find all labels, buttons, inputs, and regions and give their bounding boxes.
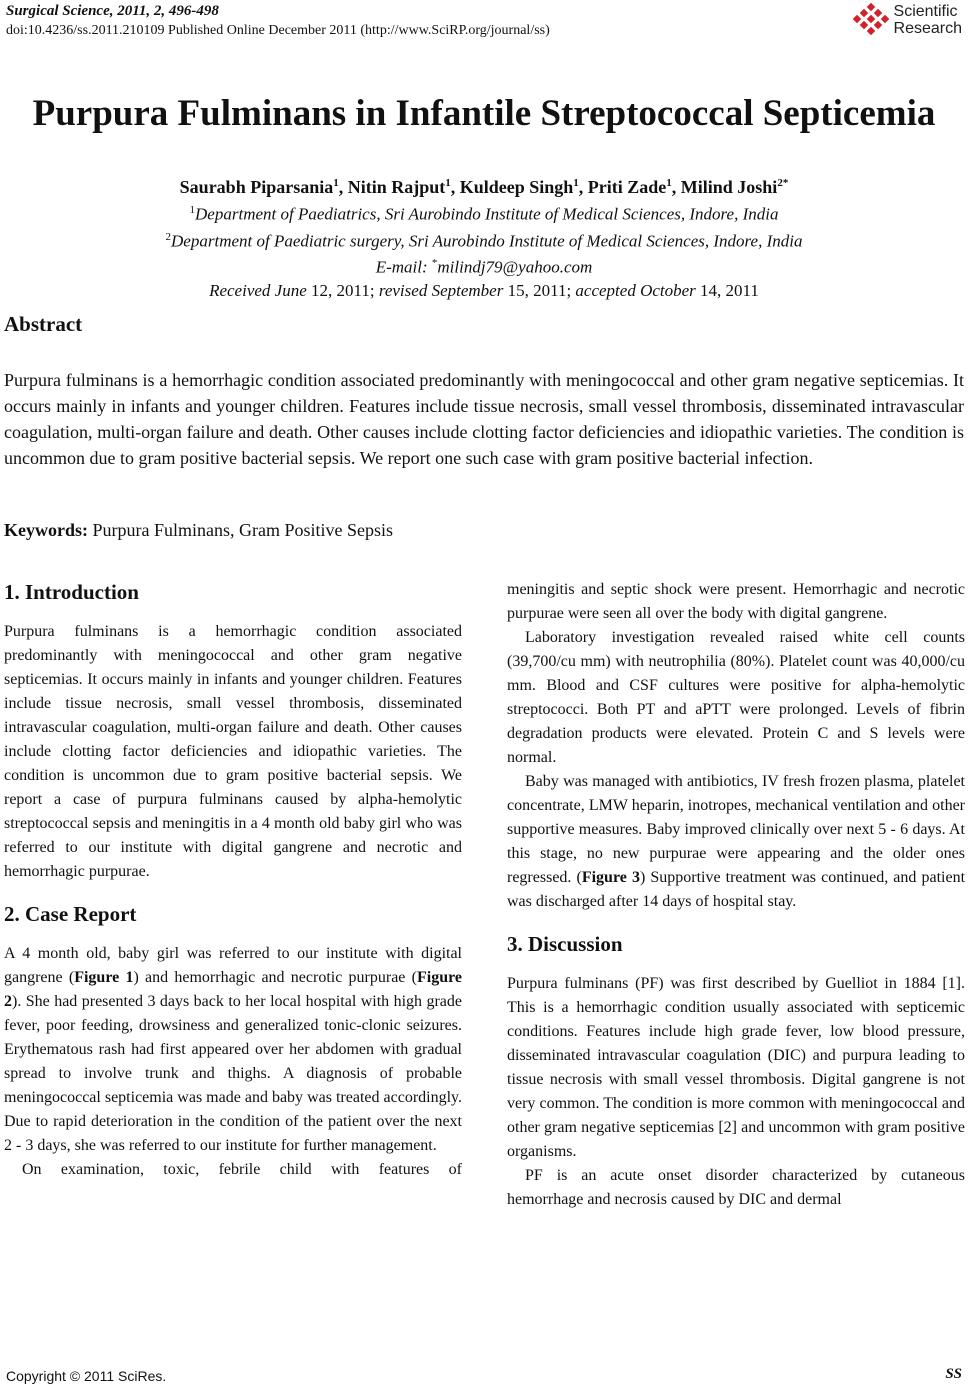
case-report-paragraph-3: Laboratory investigation revealed raised white cell counts (39,700/cu mm) with neutrophilia (80%). Platelet count was 40,000/cu mm. Blood and CSF cultures were positive for alpha-hemolytic streptococci. Both PT and aPTT were prolonged. Levels of fibrin degradation products were elevated. Protein C and S levels were normal. bbox=[507, 629, 965, 766]
keywords-value: Purpura Fulminans, Gram Positive Sepsis bbox=[88, 520, 393, 540]
journal-name: Surgical Science bbox=[6, 3, 110, 19]
footer-journal-abbr: SS bbox=[945, 1366, 962, 1382]
keywords-line bbox=[4, 520, 393, 541]
discussion-paragraph-1: Purpura fulminans (PF) was first described by Guelliot in 1884 [1]. This is a hemorrhagic condition usually associated with septicemic conditions. Features include high grade fever, low blood pressure, disseminated intravascular coagulation (DIC) and purpura leading to tissue necrosis with small vessel thrombosis. Digital gangrene is not very common. The condition is more common with meningococcal and other gram negative septicemias [2] and uncommon with gram positive organisms. bbox=[507, 975, 965, 1160]
introduction-paragraph: Purpura fulminans is a hemorrhagic condition associated predominantly with meningococcal and other gram negative septicemias. It occurs mainly in infants and younger children. Features include tissue necrosis, small vessel thrombosis, disseminated intravascular coagulation, multi-organ failure and death. Other causes include clotting factor deficiencies and idiopathic varieties. The condition is uncommon due to gram positive bacterial sepsis. We report a case of purpura fulminans caused by alpha-hemolytic streptococcal sepsis and meningitis in a 4 month old baby girl who was referred to our institute with digital gangrene and necrotic and hemorrhagic purpurae. bbox=[4, 623, 462, 880]
journal-header bbox=[6, 2, 550, 40]
logo-text bbox=[894, 3, 962, 37]
paper-title: Purpura Fulminans in Infantile Streptococcal Septicemia bbox=[32, 93, 936, 134]
author-1-affil: 1 bbox=[333, 177, 339, 189]
logo-line-2: Research bbox=[893, 20, 962, 37]
author-3: , Kuldeep Singh bbox=[450, 177, 574, 197]
logo-line-1: Scientific bbox=[893, 3, 958, 20]
affiliation-2: $^2$Department of Paediatric surgery, Sri Aurobindo Institute of Medical Sciences, Indore, India bbox=[165, 230, 803, 251]
author-2: , Nitin Rajput bbox=[338, 177, 446, 197]
footer-copyright: Copyright © 2011 SciRes. bbox=[6, 1368, 167, 1384]
case-report-paragraph-1: A 4 month old, baby girl was referred to our institute with digital gangrene (Figure 1) and hemorrhagic and necrotic purpurae (Figure 2). She had presented 3 days back to her local hospital with high grade fever, poor feeding, drowsiness and generalized tonic-clonic seizures. Erythematous rash had first appeared over her abdomen with gradual spread to involve trunk and thighs. A diagnosis of probable meningococcal septicemia was made and baby was treated accordingly. Due to rapid deterioration in the condition of the patient over the next 2 - 3 days, she was referred to our institute for further management. bbox=[4, 945, 462, 1154]
keywords-label: Keywords: bbox=[4, 520, 88, 540]
section-heading-discussion: 3. Discussion bbox=[507, 932, 623, 956]
figure-1-ref[interactable]: Figure 1 bbox=[74, 969, 134, 986]
case-report-paragraph-2-continued: meningitis and septic shock were present. Hemorrhagic and necrotic purpurae were seen all over the body with digital gangrene. bbox=[507, 581, 965, 622]
author-3-affil: 1 bbox=[573, 177, 579, 189]
author-5: , Milind Joshi bbox=[671, 177, 778, 197]
left-column bbox=[4, 578, 462, 1182]
scirp-logo-icon bbox=[850, 2, 890, 38]
doi-line: doi:10.4236/ss.2011.210109 Published Online December 2011 (http://www.SciRP.org/journal/ss) bbox=[6, 23, 550, 38]
author-block bbox=[0, 172, 968, 302]
case-report-paragraph-4: Baby was managed with antibiotics, IV fresh frozen plasma, platelet concentrate, LMW heparin, inotropes, mechanical ventilation and other supportive measures. Baby improved clinically over next 5 - 6 days. At this stage, no new purpurae were appearing and the older ones regressed. (Figure 3) Supportive treatment was continued, and patient was discharged after 14 days of hospital stay. bbox=[507, 773, 966, 910]
right-column bbox=[507, 578, 965, 1212]
discussion-paragraph-2: PF is an acute onset disorder characterized by cutaneous hemorrhage and necrosis caused by DIC and dermal bbox=[507, 1167, 965, 1208]
author-4-affil: 1 bbox=[666, 177, 672, 189]
author-2-affil: 1 bbox=[445, 177, 451, 189]
author-4: , Priti Zade bbox=[578, 177, 667, 197]
case-report-paragraph-2: On examination, toxic, febrile child with features of bbox=[22, 1161, 462, 1178]
email-link[interactable]: milindj79@yahoo.com bbox=[437, 257, 593, 277]
author-1: Saurabh Piparsania bbox=[179, 177, 334, 197]
abstract-heading: Abstract bbox=[4, 312, 83, 336]
figure-2-ref[interactable]: Figure 2 bbox=[4, 969, 462, 1010]
dates-line: Received June 12, 2011; revised September 15, 2011; accepted October 14, 2011 bbox=[209, 280, 759, 300]
affiliation-1: $^1$Department of Paediatrics, Sri Aurobindo Institute of Medical Sciences, Indore, India bbox=[189, 204, 779, 224]
publisher-logo bbox=[850, 2, 962, 38]
author-names bbox=[0, 172, 968, 199]
author-5-affil: 2* bbox=[777, 177, 789, 189]
email-line: E-mail: *milindj79@yahoo.com bbox=[375, 257, 593, 277]
abstract-body: Purpura fulminans is a hemorrhagic condition associated predominantly with meningococcal and other gram negative septicemias. It occurs mainly in infants and younger children. Features include tissue necrosis, small vessel thrombosis, disseminated intravascular coagulation, multi-organ failure and death. Other causes include clotting factor deficiencies and idiopathic varieties. The condition is uncommon due to gram positive bacterial sepsis. We report one such case with gram positive bacterial infection. bbox=[4, 370, 964, 468]
figure-3-ref[interactable]: Figure 3 bbox=[581, 869, 640, 886]
section-heading-case-report: 2. Case Report bbox=[4, 902, 137, 926]
journal-citation: , 2011, 2, 496-498 bbox=[109, 3, 219, 19]
section-heading-introduction: 1. Introduction bbox=[4, 580, 139, 604]
